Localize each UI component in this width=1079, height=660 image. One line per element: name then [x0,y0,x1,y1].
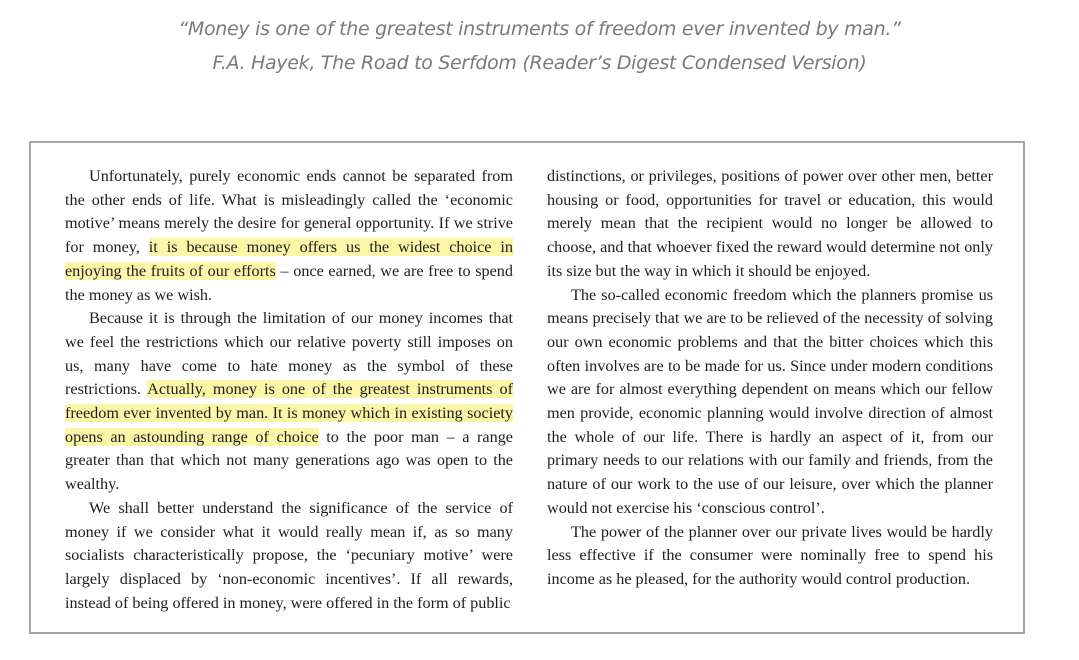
book-excerpt-frame [29,141,1025,634]
quote-header [0,12,1079,80]
excerpt-left-column [65,165,513,615]
excerpt-paragraph: The power of the planner over our private lives would be hardly less effective if the consumer were nominally free to spend his income as he pleased, for the authority would control production. [547,522,993,588]
excerpt-paragraph: distinctions, or privileges, positions of power over other men, better housing or food, opportunities for travel or education, this would merely mean that the recipient would no longer be allowed to choose, and that whoever fixed the reward would determine not only its size but the way in which it should be enjoyed. [547,167,993,280]
quote-text: “Money is one of the greatest instruments of freedom ever invented by man.” [178,18,901,40]
excerpt-paragraph: Unfortunately, purely economic ends cannot be separated from the other ends of life. What is misleadingly called the ‘economic motive’ means merely the desire for general opportunity. If we strive for money, it is because money offers us the widest choice in enjoying the fruits of our efforts – once earned, we are free to spend the money as we wish. [65,167,513,304]
excerpt-paragraph: Because it is through the limitation of our money incomes that we feel the restrictions which our relative poverty still imposes on us, many have come to hate money as the symbol of these restrictions. Actually, money is one of the greatest instruments of freedom ever invented by man. It is money which in existing society opens an astounding range of choice to the poor man – a range greater than that which not many generations ago was open to the wealthy. [65,309,513,494]
quote-attribution: F.A. Hayek, The Road to Serfdom (Reader’s Digest Condensed Version) [212,52,867,74]
excerpt-right-column [547,165,993,592]
highlighted-text: Actually, money is one of the greatest instruments of freedom ever invented by man. It is money which in existing society opens an astounding range of choice [65,380,513,446]
excerpt-paragraph: We shall better understand the significance of the service of money if we consider what it would really mean if, as so many socialists characteristically propose, the ‘pecuniary motive’ were largely displaced by ‘non-economic incentives’. If all rewards, instead of being offered in money, were offered in the form of public [65,498,513,612]
excerpt-paragraph: The so-called economic freedom which the planners promise us means precisely that we are to be relieved of the necessity of solving our own economic problems and that the bitter choices which this often involves are to be made for us. Since under modern conditions we are for almost everything dependent on means which our fellow men provide, economic planning would involve direction of almost the whole of our life. There is hardly an aspect of it, from our primary needs to our relations with our family and friends, from the nature of our work to the use of our leisure, over which the planner would not exercise his ‘conscious control’. [547,285,993,517]
highlighted-text: it is because money offers us the widest choice in enjoying the fruits of our efforts [65,238,513,280]
